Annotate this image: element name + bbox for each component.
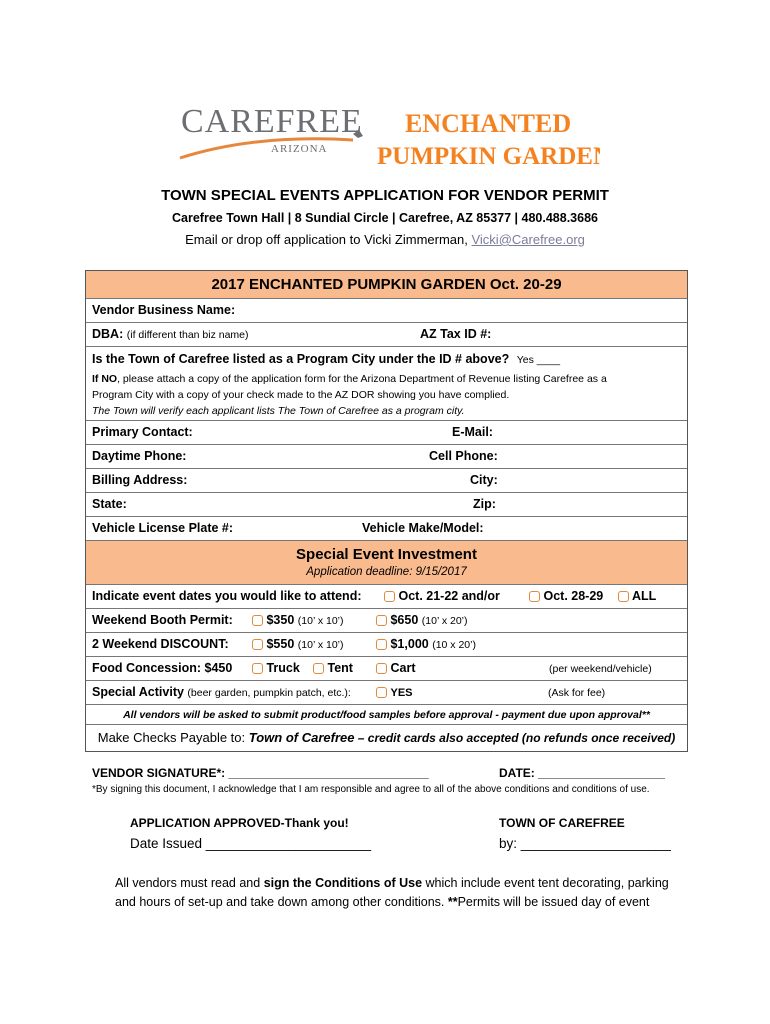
label-food-concession: Food Concession: $450 [92, 661, 233, 675]
label-special-activity: Special Activity [92, 685, 184, 699]
row-vehicle[interactable] [86, 517, 687, 541]
label-discount: 2 Weekend DISCOUNT: [92, 637, 229, 651]
booth-size-1: (10’ x 10’) [297, 615, 344, 627]
email-link[interactable]: Vicki@Carefree.org [471, 232, 585, 247]
conditions-line-2-prefix: and hours of set-up and take down among other conditions. [115, 895, 448, 909]
dates-option-1-text: Oct. 21-22 and/or [398, 589, 500, 603]
special-activity-note: (beer garden, pumpkin patch, etc.): [187, 687, 351, 699]
town-label: TOWN OF CAREFREE [499, 816, 625, 830]
special-yes-text: YES [390, 687, 413, 699]
approved-by-line[interactable]: by: ____________________ [499, 836, 671, 851]
signature-date-line[interactable]: DATE: ___________________ [499, 766, 665, 780]
discount-option-2[interactable] [376, 637, 476, 651]
food-note: (per weekend/vehicle) [549, 663, 652, 675]
dates-option-1[interactable] [384, 589, 500, 603]
special-activity-yes[interactable] [376, 685, 413, 699]
row-state[interactable] [86, 493, 687, 517]
document-header [0, 186, 770, 250]
row-special-activity [86, 681, 687, 705]
checkbox-oct-21-22[interactable] [384, 591, 395, 602]
program-city-question-group [92, 352, 560, 366]
program-city-question: Is the Town of Carefree listed as a Program City under the ID # above? [92, 352, 510, 366]
conditions-prefix: All vendors must read and [115, 876, 264, 890]
program-city-yes[interactable]: Yes ____ [516, 354, 561, 366]
carefree-logo-graphic [175, 98, 600, 178]
checkbox-truck[interactable] [252, 663, 263, 674]
row-vendor-name[interactable] [86, 299, 687, 323]
checks-payee: Town of Carefree [248, 730, 355, 745]
food-option-cart-text: Cart [390, 661, 416, 675]
checkbox-booth-650[interactable] [376, 615, 387, 626]
conditions-bold: sign the Conditions of Use [263, 876, 423, 890]
address-line: Carefree Town Hall | 8 Sundial Circle | Carefree, AZ 85377 | 480.488.3686 [172, 211, 598, 225]
label-zip: Zip: [473, 497, 496, 511]
label-billing-address: Billing Address: [92, 473, 188, 487]
investment-header [86, 541, 687, 585]
label-az-tax-id: AZ Tax ID #: [420, 327, 492, 341]
vendor-signature-line[interactable]: VENDOR SIGNATURE*: ______________________________ [92, 766, 429, 780]
checks-prefix: Make Checks Payable to: [97, 730, 249, 745]
logo-pumpkin-garden-text: PUMPKIN GARDEN [377, 143, 600, 170]
checkbox-discount-1000[interactable] [376, 639, 387, 650]
dates-option-2-text: Oct. 28-29 [543, 589, 604, 603]
special-fee-note: (Ask for fee) [548, 687, 606, 699]
label-city: City: [470, 473, 498, 487]
conditions-line-2 [115, 895, 649, 909]
label-vehicle-plate: Vehicle License Plate #: [92, 521, 234, 535]
checkbox-booth-350[interactable] [252, 615, 263, 626]
conditions-line-2-suffix: Permits will be issued day of event [457, 895, 650, 909]
investment-title: Special Event Investment [296, 546, 477, 563]
if-no-line-2: Program City with a copy of your check made to the AZ DOR showing you have complied. [92, 389, 510, 401]
logo-carefree-text: CAREFREE [181, 103, 363, 140]
row-program-city [86, 347, 687, 421]
dates-option-2[interactable] [529, 589, 603, 603]
label-primary-contact: Primary Contact: [92, 425, 193, 439]
label-email: E-Mail: [452, 425, 493, 439]
dba-note: (if different than biz name) [126, 329, 249, 341]
food-option-tent[interactable] [313, 661, 353, 675]
label-vehicle-make: Vehicle Make/Model: [362, 521, 484, 535]
discount-size-2: (10 x 20’) [432, 639, 476, 651]
food-option-tent-text: Tent [327, 661, 353, 675]
booth-option-1[interactable] [252, 613, 344, 627]
row-billing-address[interactable] [86, 469, 687, 493]
food-option-truck-text: Truck [266, 661, 300, 675]
if-no-label: If NO [92, 373, 118, 385]
discount-price-1: $550 [266, 637, 295, 651]
checkbox-tent[interactable] [313, 663, 324, 674]
label-daytime-phone: Daytime Phone: [92, 449, 187, 463]
samples-note: All vendors will be asked to submit product/food samples before approval - payment due upon approval** [86, 705, 687, 725]
checkbox-discount-550[interactable] [252, 639, 263, 650]
dates-option-3[interactable] [618, 589, 656, 603]
approval-label: APPLICATION APPROVED-Thank you! [130, 816, 349, 830]
booth-size-2: (10’ x 20’) [421, 615, 468, 627]
application-deadline: Application deadline: 9/15/2017 [306, 566, 467, 578]
booth-price-1: $350 [266, 613, 295, 627]
label-vendor-business-name: Vendor Business Name: [92, 303, 236, 317]
form-title: 2017 ENCHANTED PUMPKIN GARDEN Oct. 20-29 [86, 271, 687, 299]
conditions-line-1 [115, 876, 669, 890]
special-activity-group [92, 685, 351, 699]
verify-note: The Town will verify each applicant lists The Town of Carefree as a program city. [92, 405, 465, 417]
food-option-truck[interactable] [252, 661, 300, 675]
checks-payable [86, 725, 687, 751]
label-dba: DBA: [92, 327, 124, 341]
checkbox-special-yes[interactable] [376, 687, 387, 698]
document-title: TOWN SPECIAL EVENTS APPLICATION FOR VENDOR PERMIT [161, 187, 609, 204]
conditions-line-2-bold: ** [447, 895, 458, 909]
conditions-suffix: which include event tent decorating, parking [422, 876, 669, 890]
row-dba[interactable] [86, 323, 687, 347]
checkbox-oct-28-29[interactable] [529, 591, 540, 602]
row-phone[interactable] [86, 445, 687, 469]
checkbox-all[interactable] [618, 591, 629, 602]
logo-enchanted-text: ENCHANTED [405, 109, 572, 138]
food-option-cart[interactable] [376, 661, 416, 675]
email-line [0, 230, 770, 250]
acknowledgement-note: *By signing this document, I acknowledge that I am responsible and agree to all of the above conditions and conditions of use. [92, 784, 650, 795]
application-form [85, 270, 688, 752]
label-weekend-booth: Weekend Booth Permit: [92, 613, 233, 627]
row-weekend-booth [86, 609, 687, 633]
header-logo [175, 98, 600, 178]
label-state: State: [92, 497, 127, 511]
if-no-line [92, 373, 607, 385]
checkbox-cart[interactable] [376, 663, 387, 674]
row-discount [86, 633, 687, 657]
discount-size-1: (10’ x 10’) [297, 639, 344, 651]
row-primary-contact[interactable] [86, 421, 687, 445]
logo-arizona-text: ARIZONA [271, 143, 328, 155]
label-event-dates: Indicate event dates you would like to attend: [92, 589, 362, 603]
booth-price-2: $650 [390, 613, 419, 627]
if-no-text: , please attach a copy of the application form for the Arizona Department of Revenue listing Carefree as a [117, 373, 607, 385]
checks-suffix: – credit cards also accepted (no refunds once received) [354, 731, 676, 745]
date-issued-line[interactable]: Date Issued ______________________ [130, 836, 371, 851]
booth-option-2[interactable] [376, 613, 468, 627]
email-prefix: Email or drop off application to Vicki Zimmerman, [185, 232, 472, 247]
label-cell-phone: Cell Phone: [429, 449, 498, 463]
row-food-concession [86, 657, 687, 681]
row-event-dates [86, 585, 687, 609]
discount-option-1[interactable] [252, 637, 344, 651]
discount-price-2: $1,000 [390, 637, 429, 651]
dba-label-group [92, 327, 249, 341]
dates-option-3-text: ALL [632, 589, 657, 603]
